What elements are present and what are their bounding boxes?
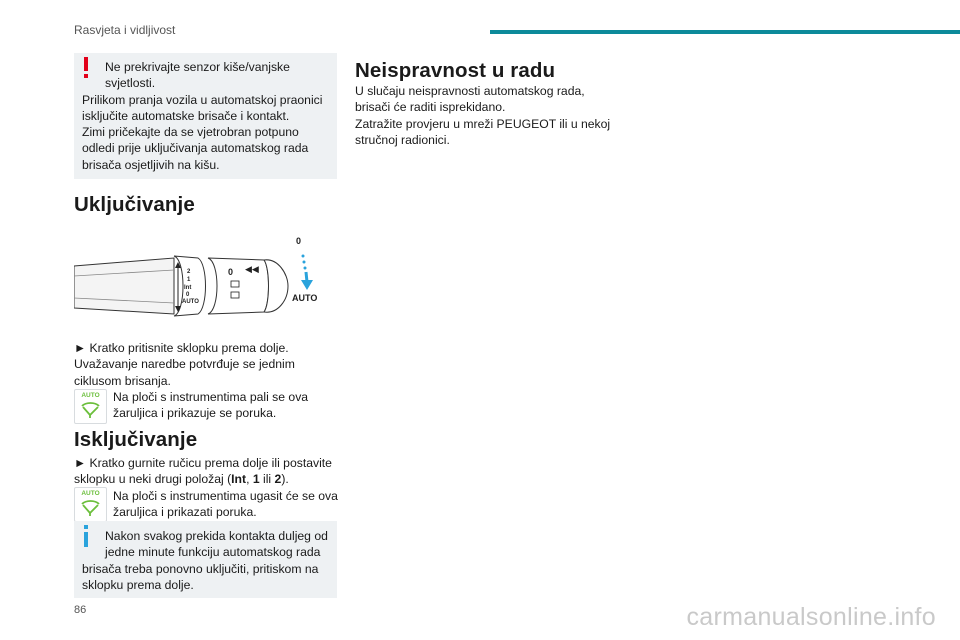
indicator-line: Na ploči s instrumentima pali se ova: [113, 390, 309, 404]
info-note: [74, 521, 337, 598]
step-line: ciklusom brisanja.: [74, 373, 171, 388]
warning-line: isključite automatske brisače i kontakt.: [82, 108, 290, 123]
indicator-label: AUTO: [81, 490, 100, 497]
malfunction-text: [355, 83, 610, 148]
activation-step: [74, 340, 295, 389]
info-line: brisača treba ponovno uključiti, pritiskom na: [82, 561, 319, 576]
step-line: Uvažavanje naredbe potvrđuje se jednim: [74, 357, 295, 372]
info-line: sklopku prema dolje.: [82, 577, 194, 592]
watermark-link[interactable]: carmanualsonline.info: [686, 603, 936, 631]
page-number: 86: [74, 604, 87, 616]
warning-line: Ne prekrivajte senzor kiše/vanjske: [105, 60, 290, 74]
position-label-0: 0: [296, 236, 302, 246]
deactivation-step: [74, 455, 332, 488]
svg-text:◀◀: ◀◀: [245, 264, 259, 274]
warning-line: Zimi pričekajte da se vjetrobran potpuno: [82, 125, 299, 140]
step-line: [74, 471, 332, 487]
position-label-auto: AUTO: [292, 293, 318, 303]
warning-line: odledi prije uključivanja automatskog rada: [82, 141, 309, 156]
malfunction-line: stručnoj radionici.: [355, 132, 450, 147]
lever-mark: AUTO: [182, 299, 199, 305]
malfunction-line: brisači će raditi isprekidano.: [355, 100, 506, 115]
indicator-line: žaruljica i prikazuje se poruka.: [113, 406, 277, 421]
info-icon: [83, 525, 89, 547]
header-accent-bar: [490, 30, 960, 34]
lever-mark: 0: [186, 292, 190, 298]
indicator-line: Na ploči s instrumentima ugasit će se ova: [113, 489, 338, 503]
warning-line: Prilikom pranja vozila u automatskoj praonici: [82, 92, 323, 107]
step-text: ,: [246, 472, 253, 487]
auto-wiper-indicator: [74, 487, 107, 522]
svg-text:0: 0: [228, 267, 234, 277]
malfunction-line: Zatražite provjeru u mreži PEUGEOT ili u nekoj: [355, 116, 611, 131]
step-text: ili: [259, 472, 275, 487]
wiper-stalk-figure: [74, 230, 334, 322]
warning-line: svjetlosti.: [105, 76, 156, 91]
indicator-line: žaruljica i prikazati poruka.: [113, 505, 257, 520]
warning-exclamation-icon: [82, 57, 90, 79]
auto-wiper-indicator: [74, 389, 107, 424]
position-int: Int: [231, 472, 247, 487]
step-text: ).: [281, 472, 289, 487]
section-header: Rasvjeta i vidljivost: [74, 23, 176, 37]
warning-line: brisača osjetljivih na kišu.: [82, 157, 220, 172]
deactivation-indicator-text: [113, 488, 338, 521]
lever-mark: Int: [184, 285, 192, 291]
step-line: ► Kratko gurnite ručicu prema dolje ili postavite: [74, 456, 332, 470]
warning-note: [74, 53, 337, 179]
activation-heading: Uključivanje: [74, 193, 195, 216]
step-text: sklopku u neki drugi položaj (: [74, 472, 232, 487]
position-2: 2: [274, 472, 282, 487]
step-line: ► Kratko pritisnite sklopku prema dolje.: [74, 341, 289, 355]
position-1: 1: [252, 472, 260, 487]
lever-mark: 1: [187, 277, 191, 283]
malfunction-line: U slučaju neispravnosti automatskog rada,: [355, 84, 585, 98]
indicator-label: AUTO: [81, 392, 100, 399]
deactivation-heading: Isključivanje: [74, 428, 198, 451]
wiper-icon: [80, 499, 101, 517]
info-line: Nakon svakog prekida kontakta duljeg od: [105, 529, 328, 543]
lever-mark: 2: [187, 269, 191, 275]
wiper-icon: [80, 401, 101, 419]
info-line: jedne minute funkciju automatskog rada: [105, 545, 321, 560]
malfunction-heading: Neispravnost u radu: [355, 59, 556, 82]
activation-indicator-text: [113, 389, 308, 422]
